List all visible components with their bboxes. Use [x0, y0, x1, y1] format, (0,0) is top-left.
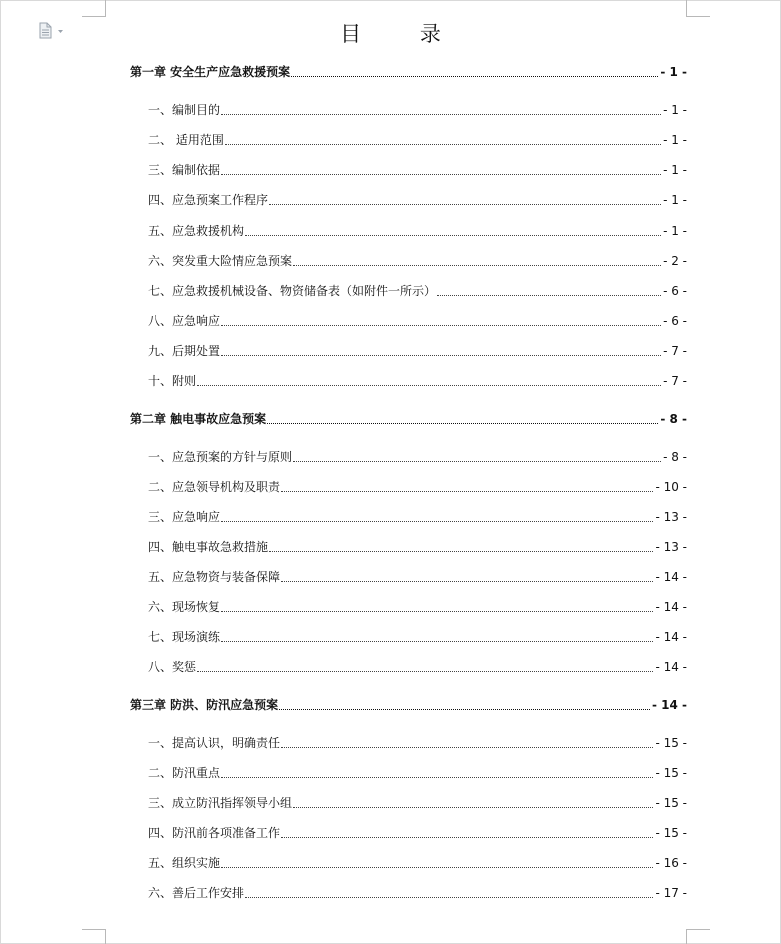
toc-dot-leader: [281, 747, 653, 748]
crop-mark-top-left-v: [105, 0, 106, 16]
crop-mark-bottom-left-h: [82, 929, 106, 930]
toc-entry-row: [148, 567, 687, 585]
toc-entry-title: 第三章 防洪、防汛应急预案: [130, 698, 279, 712]
toc-entry-row: [148, 657, 687, 675]
toc-entry-row: [130, 695, 687, 713]
toc-dot-leader: [221, 641, 653, 642]
toc-section-entry[interactable]: [0, 627, 781, 645]
toc-section-entry[interactable]: [0, 853, 781, 871]
toc-section-entry[interactable]: [0, 221, 781, 239]
toc-heading: 目 录: [340, 22, 467, 46]
toc-dot-leader: [197, 385, 661, 386]
toc-entry-row: [148, 251, 687, 269]
toc-entry-row: [148, 130, 687, 148]
toc-section-entry[interactable]: [0, 793, 781, 811]
crop-mark-bottom-right-h: [686, 929, 710, 930]
toc-page-number: - 2 -: [663, 254, 687, 268]
toc-section-entry[interactable]: [0, 311, 781, 329]
toc-entry-title: 四、触电事故急救措施: [148, 540, 269, 554]
toc-page-number: - 7 -: [663, 374, 687, 388]
toc-section-entry[interactable]: [0, 597, 781, 615]
toc-page-number: - 1 -: [663, 224, 687, 238]
toc-page-number: - 8 -: [660, 412, 687, 426]
toc-page-number: - 1 -: [663, 133, 687, 147]
toc-section-entry[interactable]: [0, 477, 781, 495]
toc-page-number: - 1 -: [663, 193, 687, 207]
toc-entry-title: 第二章 触电事故应急预案: [130, 412, 267, 426]
crop-mark-top-right-h: [686, 16, 710, 17]
toc-entry-title: 八、奖惩: [148, 660, 197, 674]
toc-page-number: - 15 -: [655, 766, 687, 780]
toc-page-number: - 1 -: [663, 163, 687, 177]
toc-entry-title: 一、应急预案的方针与原则: [148, 450, 293, 464]
toc-entry-title: 六、现场恢复: [148, 600, 221, 614]
toc-section-entry[interactable]: [0, 567, 781, 585]
toc-section-entry[interactable]: [0, 371, 781, 389]
toc-entry-row: [148, 281, 687, 299]
toc-entry-row: [148, 853, 687, 871]
toc-dot-leader: [225, 144, 661, 145]
toc-entry-title: 五、应急救援机构: [148, 224, 245, 238]
toc-entry-row: [148, 793, 687, 811]
toc-entry-title: 一、编制目的: [148, 103, 221, 117]
toc-section-entry[interactable]: [0, 507, 781, 525]
toc-section-entry[interactable]: [0, 823, 781, 841]
toc-page-number: - 14 -: [651, 698, 687, 712]
toc-chapter-entry[interactable]: [0, 409, 781, 427]
toc-entry-title: 十、附则: [148, 374, 197, 388]
toc-entry-row: [148, 100, 687, 118]
toc-entry-row: [148, 447, 687, 465]
toc-dot-leader: [221, 114, 661, 115]
toc-page-number: - 7 -: [663, 344, 687, 358]
toc-section-entry[interactable]: [0, 733, 781, 751]
toc-entry-row: [148, 371, 687, 389]
toc-entry-title: 四、防汛前各项准备工作: [148, 826, 281, 840]
toc-entry-row: [148, 477, 687, 495]
toc-section-entry[interactable]: [0, 100, 781, 118]
toc-entry-title: 一、提高认识，明确责任: [148, 736, 281, 750]
toc-dot-leader: [269, 204, 661, 205]
toc-page-number: - 14 -: [655, 600, 687, 614]
toc-entry-row: [148, 627, 687, 645]
toc-section-entry[interactable]: [0, 341, 781, 359]
toc-entry-title: 五、应急物资与装备保障: [148, 570, 281, 584]
toc-entry-row: [148, 823, 687, 841]
toc-entry-row: [148, 190, 687, 208]
toc-entry-title: 二、 适用范围: [148, 133, 224, 147]
crop-mark-bottom-right-v: [686, 929, 687, 944]
toc-entry-title: 三、成立防汛指挥领导小组: [148, 796, 293, 810]
toc-entry-title: 四、应急预案工作程序: [148, 193, 269, 207]
toc-dot-leader: [293, 265, 661, 266]
toc-dot-leader: [245, 897, 653, 898]
toc-dot-leader: [437, 295, 661, 296]
toc-page-number: - 1 -: [663, 103, 687, 117]
toc-page-number: - 16 -: [655, 856, 687, 870]
toc-entry-row: [148, 341, 687, 359]
toc-dot-leader: [221, 325, 661, 326]
toc-page-number: - 14 -: [655, 570, 687, 584]
toc-page-number: - 14 -: [655, 660, 687, 674]
toc-chapter-entry[interactable]: [0, 695, 781, 713]
toc-dot-leader: [245, 235, 661, 236]
toc-entry-title: 八、应急响应: [148, 314, 221, 328]
toc-entry-title: 五、组织实施: [148, 856, 221, 870]
toc-section-entry[interactable]: [0, 160, 781, 178]
toc-page-number: - 17 -: [655, 886, 687, 900]
toc-section-entry[interactable]: [0, 763, 781, 781]
toc-entry-row: [148, 883, 687, 901]
toc-section-entry[interactable]: [0, 190, 781, 208]
toc-dot-leader: [281, 491, 653, 492]
toc-entry-title: 六、善后工作安排: [148, 886, 245, 900]
toc-section-entry[interactable]: [0, 251, 781, 269]
toc-page-number: - 6 -: [663, 314, 687, 328]
toc-section-entry[interactable]: [0, 447, 781, 465]
toc-entry-row: [130, 62, 687, 80]
toc-entry-title: 三、编制依据: [148, 163, 221, 177]
toc-dot-leader: [293, 461, 661, 462]
toc-dot-leader: [267, 423, 658, 424]
toc-entry-title: 二、防汛重点: [148, 766, 221, 780]
crop-mark-bottom-left-v: [105, 929, 106, 944]
toc-entry-row: [148, 221, 687, 239]
toc-entry-row: [130, 409, 687, 427]
toc-entry-title: 三、应急响应: [148, 510, 221, 524]
toc-page-number: - 13 -: [655, 540, 687, 554]
toc-dot-leader: [293, 807, 653, 808]
toc-section-entry[interactable]: [0, 281, 781, 299]
toc-page-number: - 13 -: [655, 510, 687, 524]
toc-dot-leader: [221, 867, 653, 868]
toc-entry-row: [148, 763, 687, 781]
toc-dot-leader: [197, 671, 653, 672]
toc-entry-title: 七、现场演练: [148, 630, 221, 644]
toc-entry-title: 七、应急救援机械设备、物资储备表（如附件一所示）: [148, 284, 437, 298]
toc-chapter-entry[interactable]: [0, 62, 781, 80]
toc-entry-row: [148, 160, 687, 178]
toc-section-entry[interactable]: [0, 883, 781, 901]
toc-section-entry[interactable]: [0, 657, 781, 675]
toc-section-entry[interactable]: [0, 537, 781, 555]
toc-entry-row: [148, 507, 687, 525]
toc-section-entry[interactable]: [0, 130, 781, 148]
toc-dot-leader: [291, 76, 658, 77]
toc-entry-row: [148, 733, 687, 751]
toc-entry-title: 六、突发重大险情应急预案: [148, 254, 293, 268]
toc-dot-leader: [221, 174, 661, 175]
toc-page-number: - 15 -: [655, 796, 687, 810]
toc-page-number: - 14 -: [655, 630, 687, 644]
toc-page-number: - 8 -: [663, 450, 687, 464]
toc-entry-title: 九、后期处置: [148, 344, 221, 358]
crop-mark-top-left-h: [82, 16, 106, 17]
toc-dot-leader: [281, 837, 653, 838]
toc-dot-leader: [221, 355, 661, 356]
toc-dot-leader: [221, 777, 653, 778]
toc-dot-leader: [281, 581, 653, 582]
toc-dot-leader: [269, 551, 653, 552]
toc-dot-leader: [221, 611, 653, 612]
toc-entry-title: 二、应急领导机构及职责: [148, 480, 281, 494]
toc-entry-title: 第一章 安全生产应急救援预案: [130, 65, 291, 79]
crop-mark-top-right-v: [686, 0, 687, 16]
toc-dot-leader: [279, 709, 650, 710]
toc-page-number: - 10 -: [655, 480, 687, 494]
toc-page-number: - 1 -: [660, 65, 687, 79]
toc-page-number: - 6 -: [663, 284, 687, 298]
toc-page-number: - 15 -: [655, 826, 687, 840]
toc-page-number: - 15 -: [655, 736, 687, 750]
toc-entry-row: [148, 311, 687, 329]
toc-dot-leader: [221, 521, 653, 522]
toc-entry-row: [148, 597, 687, 615]
toc-entry-row: [148, 537, 687, 555]
